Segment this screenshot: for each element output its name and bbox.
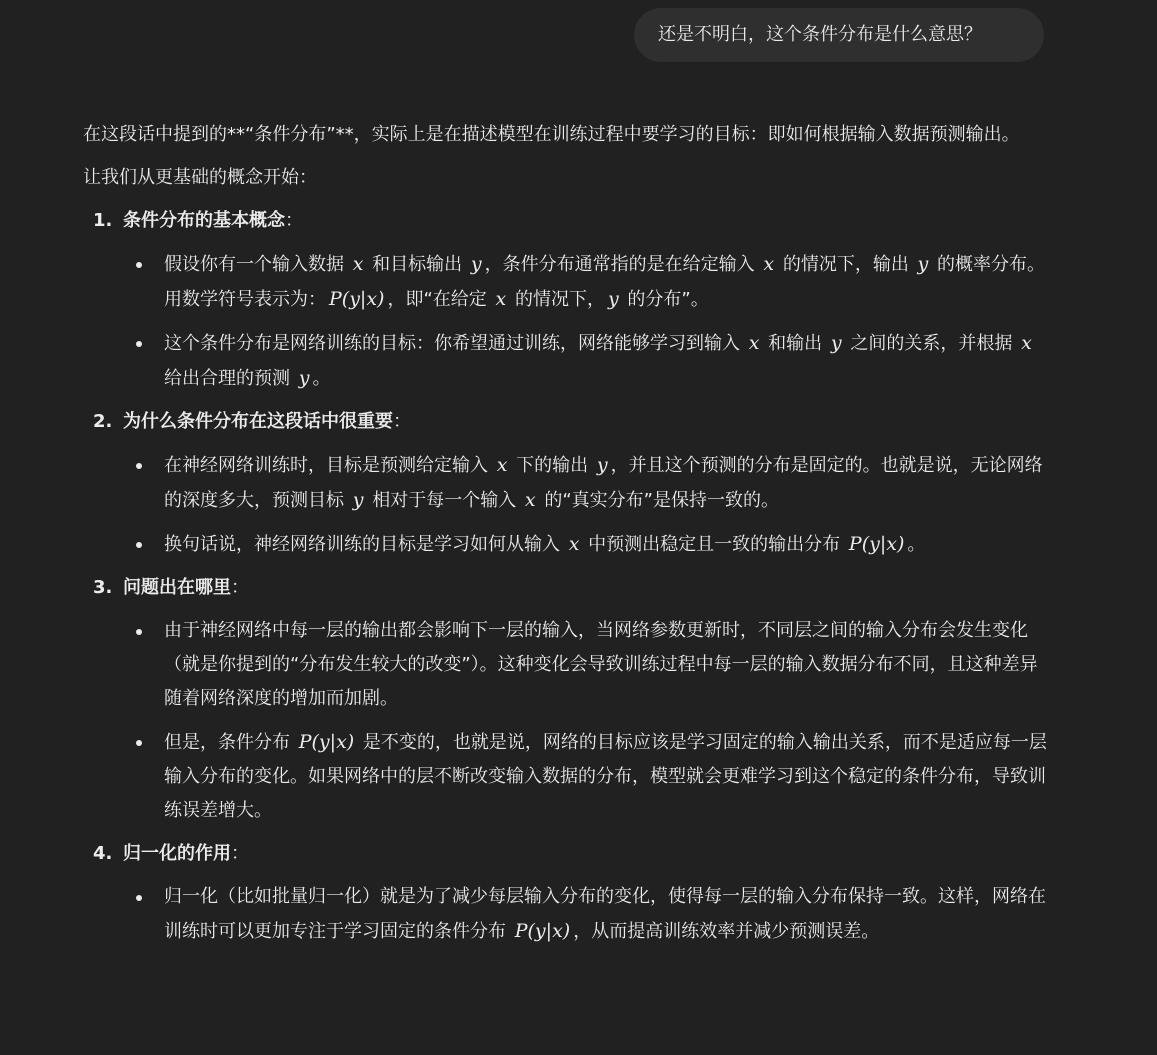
section-colon: ： — [393, 411, 411, 432]
bullet-text: 换句话说，神经网络训练的目标是学习如何从输入 x 中预测出稳定且一致的输出分布 P(y|x) 。 — [164, 533, 926, 555]
bullet-dot — [136, 341, 142, 347]
bullet-text: 假设你有一个输入数据 x 和目标输出 y ，条件分布通常指的是在给定输入 x 的情况下，输出 y 的概率分布。用数学符号表示为： P(y|x) ，即“在给定 x 的情况下， y 的分布”。 — [164, 253, 1046, 310]
math-expression: x — [524, 489, 536, 511]
section-number: 1. — [93, 210, 113, 231]
section-colon: ： — [231, 843, 249, 864]
section-colon: ： — [285, 210, 303, 231]
bullet-item — [83, 448, 1048, 518]
bullet-text: 但是，条件分布 P(y|x) 是不变的，也就是说，网络的目标应该是学习固定的输入输出关系，而不是适应每一层输入分布的变化。如果网络中的层不断改变输入数据的分布，模型就会更难学习到这个稳定的条件分布，导致训练误差增大。 — [164, 731, 1047, 821]
section-number: 4. — [93, 843, 113, 864]
bullet-list — [83, 614, 1048, 828]
section-title: 条件分布的基本概念 — [123, 210, 285, 231]
answer-lead: 让我们从更基础的概念开始： — [83, 167, 317, 188]
bullet-item — [83, 527, 1048, 562]
section-heading — [93, 204, 1048, 238]
math-expression: y — [596, 454, 608, 476]
section-heading — [93, 571, 1048, 605]
bullet-item — [83, 880, 1048, 949]
bullet-list — [83, 448, 1048, 562]
math-expression: x — [496, 454, 508, 476]
bullet-list — [83, 247, 1048, 396]
user-message-bubble — [634, 8, 1044, 62]
answer-intro: 在这段话中提到的**“条件分布”**，实际上是在描述模型在训练过程中要学习的目标：即如何根据输入数据预测输出。 — [83, 124, 1020, 145]
bullet-dot — [136, 262, 142, 268]
math-expression: y — [917, 253, 929, 275]
section-number: 3. — [93, 577, 113, 598]
bullet-dot — [136, 895, 142, 901]
assistant-message — [83, 118, 1048, 958]
bullet-text: 由于神经网络中每一层的输出都会影响下一层的输入，当网络参数更新时，不同层之间的输入分布会发生变化（就是你提到的“分布发生较大的改变”）。这种变化会导致训练过程中每一层的输入数据分布不同，且这种差异随着网络深度的增加而加剧。 — [164, 620, 1038, 709]
bullet-item — [83, 614, 1048, 716]
section-heading — [93, 837, 1048, 871]
bullet-list — [83, 880, 1048, 949]
section-title: 归一化的作用 — [123, 843, 231, 864]
math-expression: P(y|x) — [848, 533, 905, 555]
math-expression: y — [470, 253, 482, 275]
math-expression: x — [748, 332, 760, 354]
section-item — [83, 204, 1048, 396]
section-item — [83, 405, 1048, 562]
section-list — [83, 204, 1048, 949]
math-expression: x — [1021, 332, 1032, 354]
math-expression: x — [352, 253, 364, 275]
section-title: 为什么条件分布在这段话中很重要 — [123, 411, 393, 432]
math-expression: P(y|x) — [298, 731, 355, 753]
bullet-text: 在神经网络训练时，目标是预测给定输入 x 下的输出 y ，并且这个预测的分布是固定的。也就是说，无论网络的深度多大，预测目标 y 相对于每一个输入 x 的“真实分布”是保持一致的。 — [164, 454, 1043, 511]
user-message-text: 还是不明白，这个条件分布是什么意思？ — [658, 24, 982, 45]
math-expression: y — [830, 332, 842, 354]
bullet-item — [83, 725, 1048, 828]
section-item — [83, 837, 1048, 949]
math-expression: y — [298, 367, 310, 389]
math-expression: P(y|x) — [329, 288, 385, 310]
bullet-dot — [136, 463, 142, 469]
bullet-dot — [136, 740, 142, 746]
bullet-dot — [136, 542, 142, 548]
math-expression: P(y|x) — [514, 920, 571, 942]
bullet-item — [83, 326, 1048, 396]
math-expression: x — [495, 288, 507, 310]
bullet-text: 这个条件分布是网络训练的目标：你希望通过训练，网络能够学习到输入 x 和输出 y 之间的关系，并根据 x 给出合理的预测 y 。 — [164, 333, 1035, 389]
math-expression: x — [763, 253, 775, 275]
bullet-item — [83, 247, 1048, 317]
bullet-text: 归一化（比如批量归一化）就是为了减少每层输入分布的变化，使得每一层的输入分布保持一致。这样，网络在训练时可以更加专注于学习固定的条件分布 P(y|x) ，从而提高训练效率并减少预测误差。 — [164, 886, 1046, 942]
bullet-dot — [136, 629, 142, 635]
section-heading — [93, 405, 1048, 439]
math-expression: y — [607, 288, 619, 310]
math-expression: x — [568, 533, 580, 555]
section-title: 问题出在哪里 — [123, 577, 231, 598]
section-number: 2. — [93, 411, 113, 432]
math-expression: y — [352, 489, 364, 511]
section-item — [83, 571, 1048, 828]
section-colon: ： — [231, 577, 249, 598]
